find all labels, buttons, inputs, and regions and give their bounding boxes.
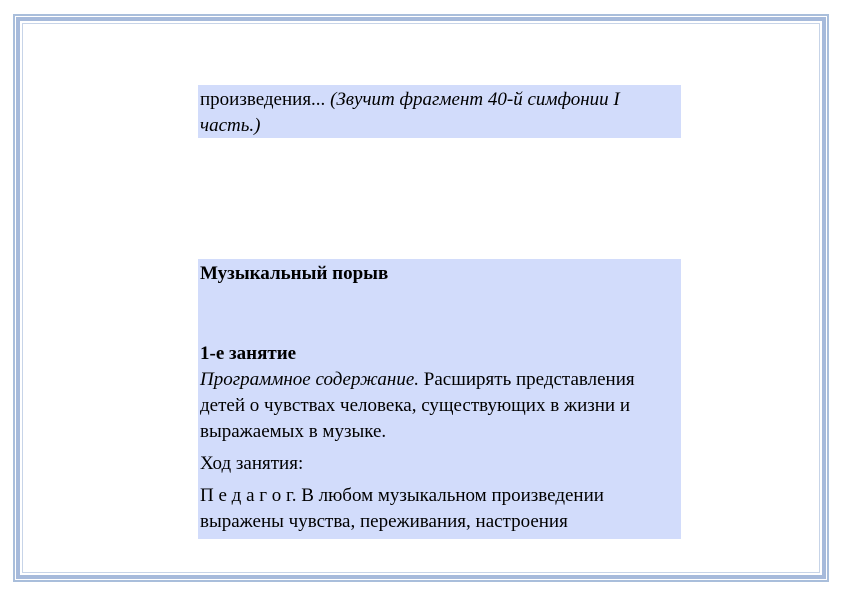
fragment-paragraph xyxy=(200,87,679,139)
program-text: Расширять представления детей о чувствах человека, существующих в жизни и выражаемых в музыке. xyxy=(200,369,635,442)
text-block-top xyxy=(198,85,681,138)
section-title: Музыкальный порыв xyxy=(200,263,389,284)
program-label: Программное содержание. xyxy=(200,369,420,390)
fragment-text: произведения... xyxy=(200,89,331,110)
course-label: Ход занятия: xyxy=(200,453,304,474)
spacer xyxy=(200,287,679,341)
speech-text: В любом музыкальном произведении выражены чувства, переживания, настроения xyxy=(200,485,604,532)
program-paragraph xyxy=(200,367,679,445)
fragment-note: (Звучит фрагмент 40-й симфонии I часть.) xyxy=(200,89,620,136)
speaker-label: П е д а г о г. xyxy=(200,485,297,506)
text-block-main xyxy=(198,259,681,539)
teacher-paragraph xyxy=(200,483,679,535)
lesson-heading: 1-е занятие xyxy=(200,343,297,364)
